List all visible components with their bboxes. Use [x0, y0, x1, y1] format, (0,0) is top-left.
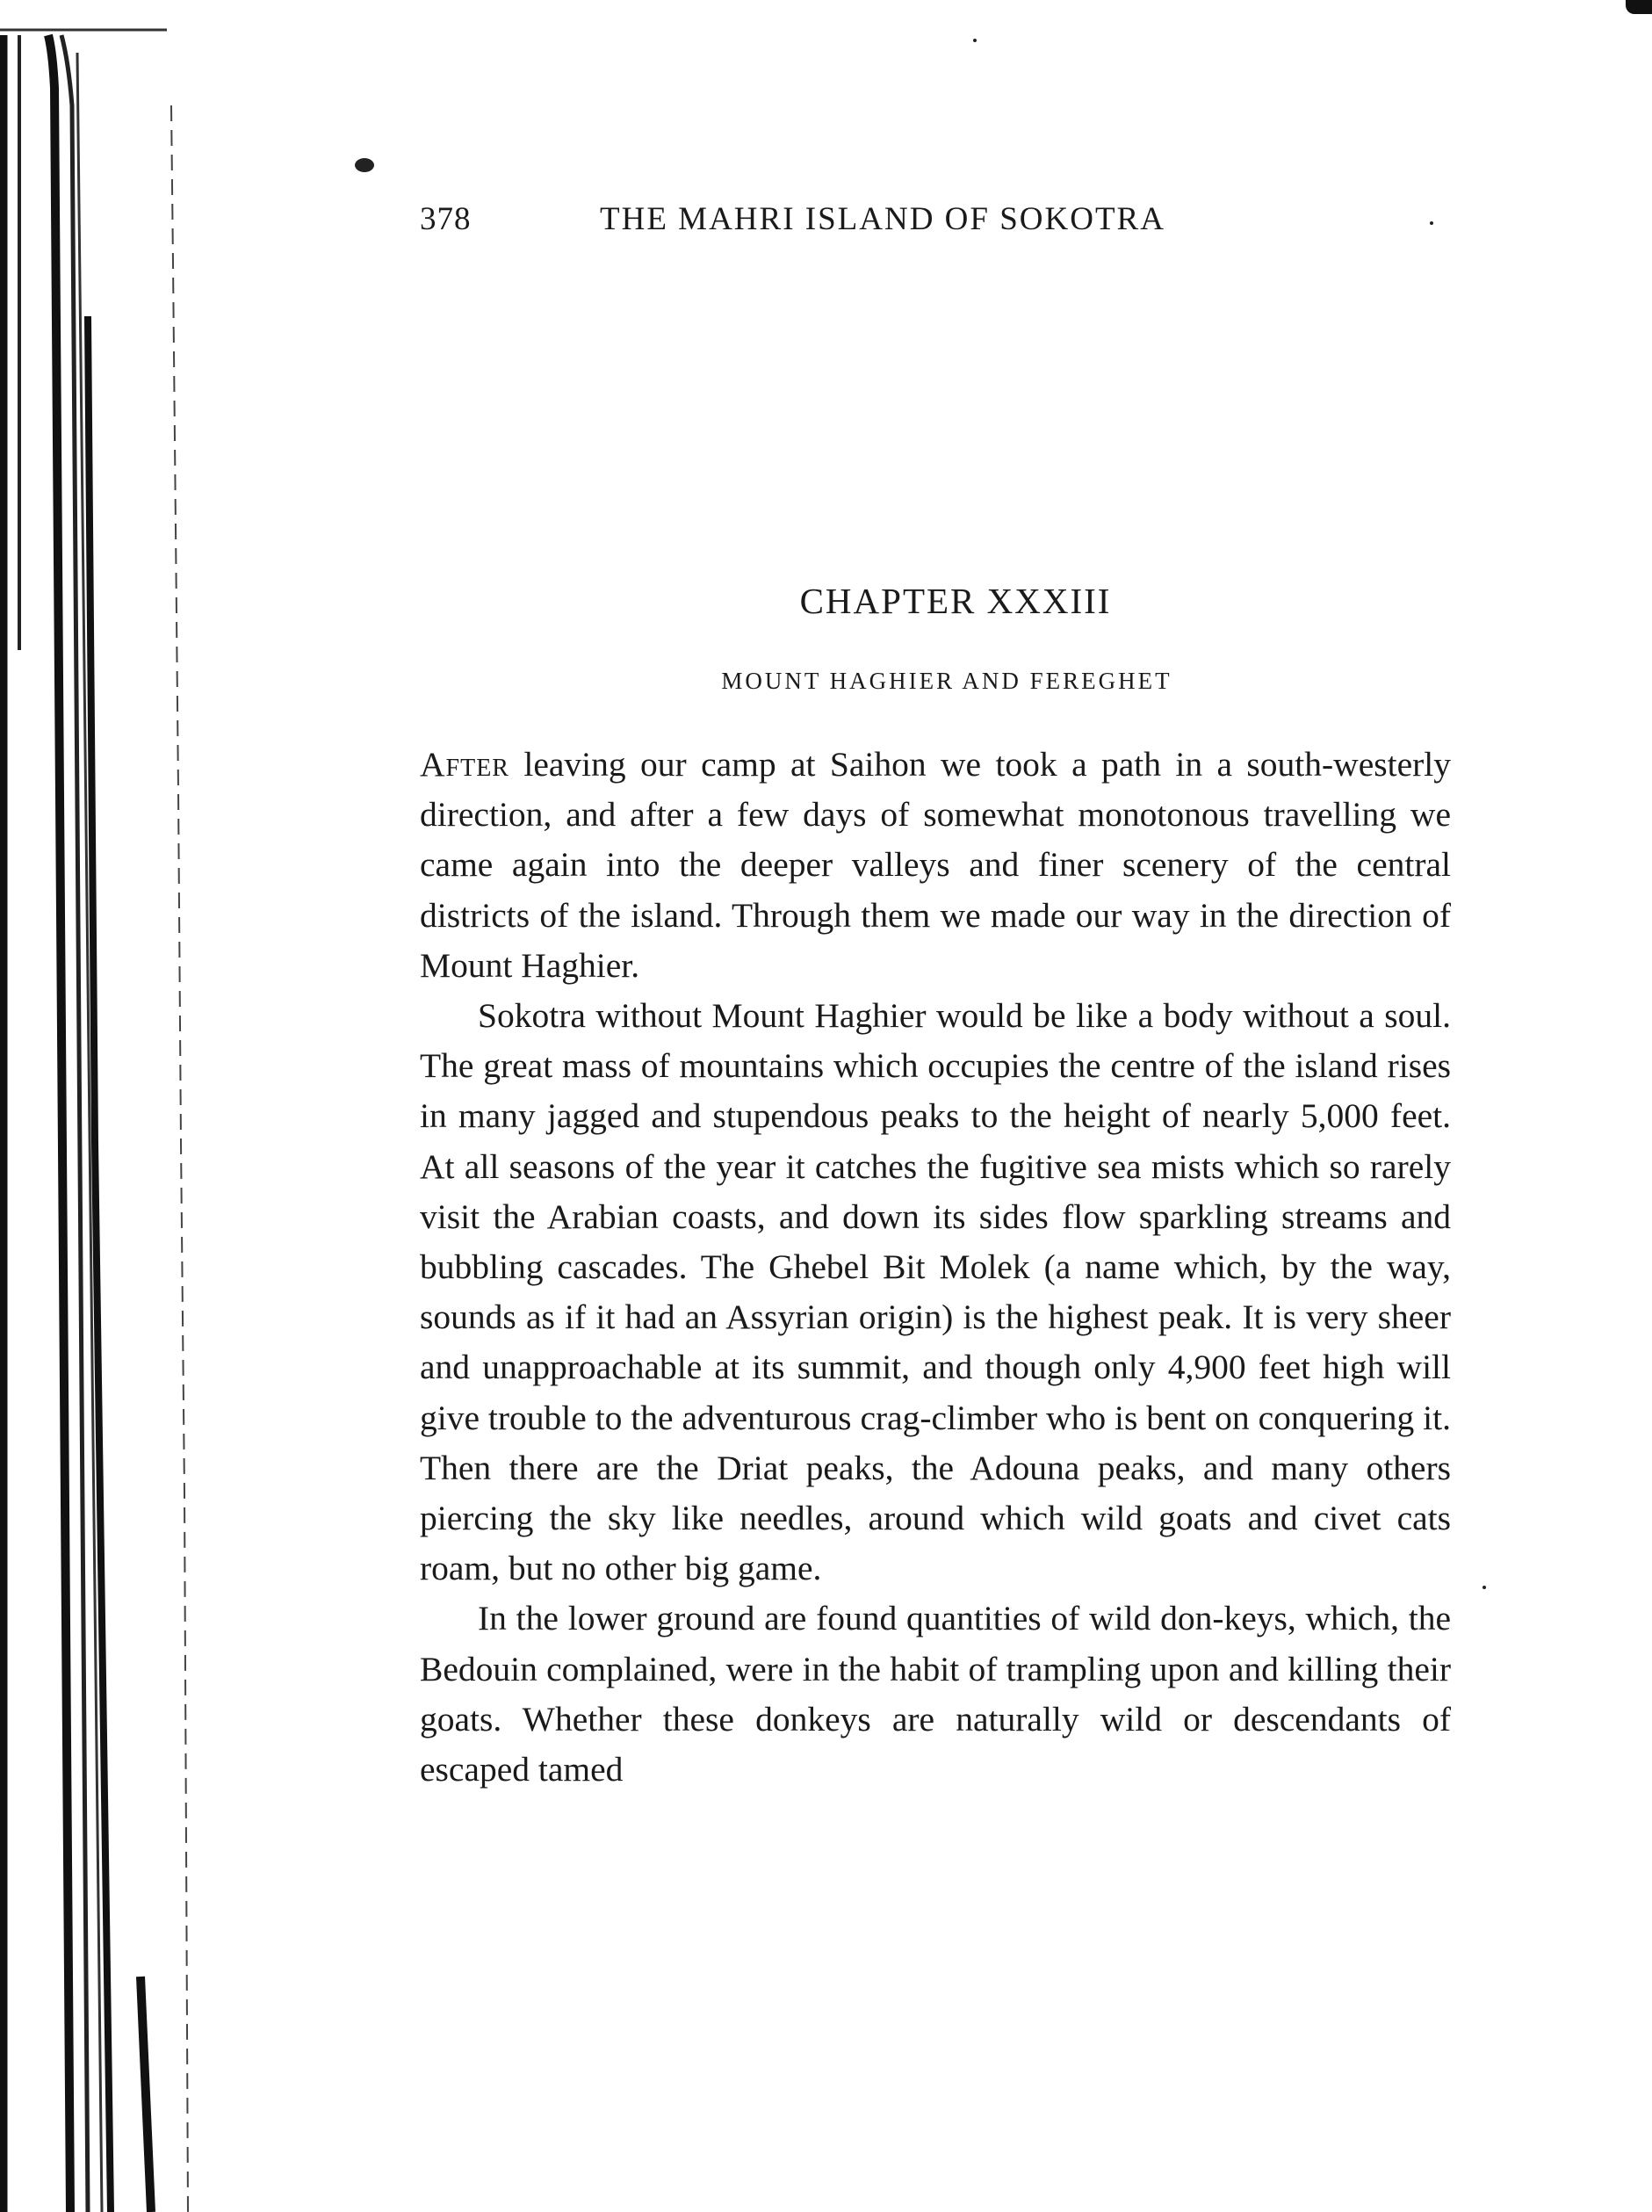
paragraph-1-text: leaving our camp at Saihon we took a path in a south-westerly direction, and after a few days of somewhat monotonous travelling we came again into the deeper valleys and finer scenery of the central districts of the island. Through them we made our way in the direction of Mount Haghier.	[420, 745, 1451, 985]
body-text	[420, 740, 1451, 1795]
paragraph-2: Sokotra without Mount Haghier would be like a body without a soul. The great mass of mountains which occupies the centre of the island rises in many jagged and stupendous peaks to the height of nearly 5,000 feet. At all seasons of the year it catches the fugitive sea mists which so rarely visit the Arabian coasts, and down its sides flow sparkling streams and bubbling cascades. The Ghebel Bit Molek (a name which, by the way, sounds as if it had an Assyrian origin) is the highest peak. It is very sheer and unapproachable at its summit, and though only 4,900 feet high will give trouble to the adventurous crag-climber who is bent on conquering it. Then there are the Driat peaks, the Adouna peaks, and many others piercing the sky like needles, around which wild goats and civet cats roam, but no other big game.	[420, 996, 1451, 1588]
paragraph-1	[420, 740, 1451, 991]
running-head	[420, 200, 1456, 253]
ink-speck	[973, 39, 977, 42]
ink-speck	[1482, 1586, 1486, 1589]
page-number: 378	[420, 201, 472, 237]
running-title: THE MAHRI ISLAND OF SOKOTRA	[600, 201, 1165, 237]
paragraph-3: In the lower ground are found quantities of wild don-keys, which, the Bedouin complained, were in the habit of trampling upon and killing their goats. Whether these donkeys are naturally wild or descendants of escaped tamed	[420, 1599, 1451, 1789]
chapter-subtitle: MOUNT HAGHIER AND FEREGHET	[721, 668, 1172, 694]
book-binding-gutter	[0, 0, 202, 2212]
ink-speck	[355, 158, 374, 172]
corner-ink-mark	[1626, 0, 1652, 14]
opening-word: After	[420, 745, 509, 784]
chapter-heading: CHAPTER XXXIII	[799, 581, 1112, 621]
